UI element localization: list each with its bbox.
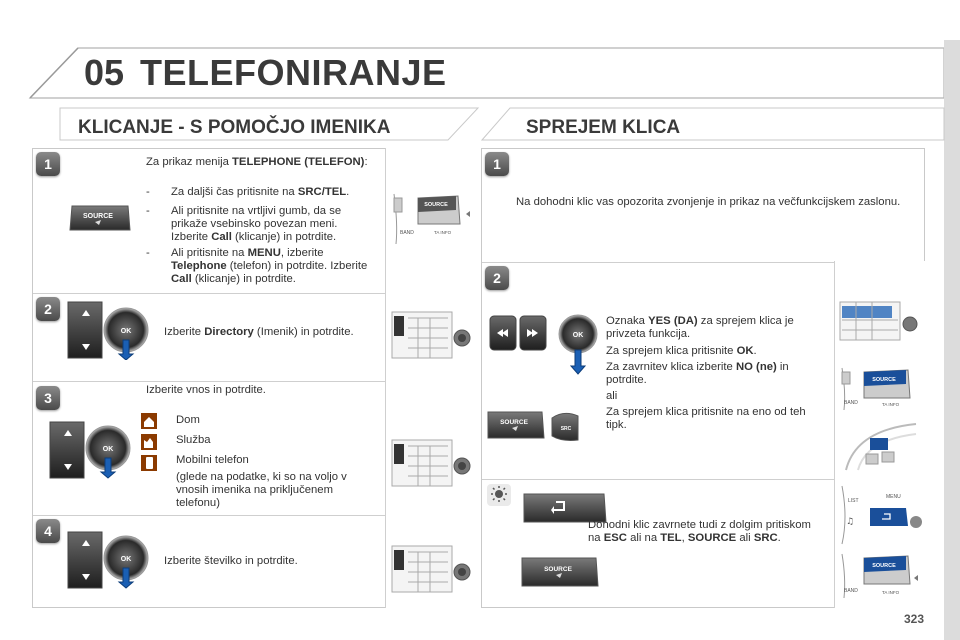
right-step2-p2: Za sprejem klica pritisnite OK. — [606, 345, 757, 357]
step2-text: Izberite Directory (Imenik) in potrdite. — [164, 326, 354, 338]
step-badge: 4 — [36, 519, 60, 543]
tip-bulb-icon — [487, 484, 511, 506]
step1-item3: Ali pritisnite na MENU, izberite Telephone (telefon) in potrdite. Izberite Call (klicanje) in potrdite. — [171, 247, 368, 285]
ok-label: OK — [572, 332, 584, 339]
bullet-dash: - — [146, 247, 150, 259]
list-label: LIST — [848, 498, 859, 504]
source-label: SOURCE — [500, 419, 528, 426]
step1-intro: Za prikaz menija TELEPHONE (TELEFON): — [146, 156, 368, 168]
right-step2-p5: Za sprejem klica pritisnite na eno od teh tipk. — [606, 406, 806, 431]
bullet-dash: - — [146, 205, 150, 217]
ta-info-label: TA INFO — [882, 402, 900, 407]
radio-keypad-thumbnail — [388, 432, 476, 492]
ok-label: OK — [120, 328, 132, 335]
option-mobile: Mobilni telefon — [176, 454, 249, 466]
home-icon — [141, 413, 157, 429]
src-label: SRC — [560, 426, 572, 432]
ok-dial-icon — [66, 300, 150, 360]
radio-source-panel-thumbnail — [836, 552, 924, 602]
step-badge: 2 — [485, 266, 509, 290]
source-button-icon — [520, 556, 600, 590]
source-label: SOURCE — [872, 563, 896, 569]
step-badge: 1 — [36, 152, 60, 176]
seek-buttons-ok-dial-icon — [488, 312, 600, 380]
step1-item1: Za daljši čas pritisnite na SRC/TEL. — [171, 186, 350, 198]
radio-list-menu-thumbnail — [836, 484, 924, 548]
band-label: BAND — [400, 230, 414, 236]
ok-dial-icon — [48, 420, 132, 480]
contact-type-icons — [140, 412, 158, 472]
step-badge: 2 — [36, 297, 60, 321]
ta-info-label: TA INFO — [434, 230, 452, 235]
source-label: SOURCE — [544, 566, 572, 573]
radio-keypad-thumbnail — [836, 296, 924, 346]
step-badge: 1 — [485, 152, 509, 176]
option-work: Služba — [176, 434, 211, 446]
ta-info-label: TA INFO — [882, 590, 900, 595]
right-step3-text: Dohodni klic zavrnete tudi z dolgim pritiskom na ESC ali na TEL, SOURCE ali SRC. — [588, 519, 811, 544]
source-button-icon — [68, 202, 134, 234]
svg-text:♫: ♫ — [846, 517, 855, 527]
step3-intro: Izberite vnos in potrdite. — [146, 384, 266, 396]
radio-keypad-thumbnail — [388, 304, 476, 364]
step1-item2: Ali pritisnite na vrtljivi gumb, da se prikaže vsebinsko povezan meni. Izberite Call (klicanje) in potrdite. — [171, 205, 342, 243]
band-label: BAND — [844, 400, 858, 406]
chapter-title: TELEFONIRANJE — [140, 52, 447, 93]
source-src-buttons-icon — [486, 408, 582, 444]
step-badge: 3 — [36, 386, 60, 410]
ok-label: OK — [102, 446, 114, 453]
ok-label: OK — [120, 556, 132, 563]
right-step2-p3: Za zavrnitev klica izberite NO (ne) in potrdite. — [606, 361, 789, 386]
mobile-phone-icon — [141, 455, 157, 471]
page-number: 323 — [904, 612, 925, 626]
band-label: BAND — [844, 588, 858, 594]
office-icon — [141, 434, 157, 450]
option-note: (glede na podatke, ki so na voljo v vnosih imenika na priključenem telefonu) — [176, 471, 347, 509]
menu-label: MENU — [886, 494, 901, 500]
source-label: SOURCE — [872, 377, 896, 383]
steering-wheel-controls-thumbnail — [836, 420, 924, 476]
ok-dial-icon — [66, 530, 150, 590]
bullet-dash: - — [146, 186, 150, 198]
option-home: Dom — [176, 414, 200, 426]
right-section-title: SPREJEM KLICA — [526, 117, 681, 138]
radio-keypad-thumbnail — [388, 538, 476, 598]
step4-text: Izberite številko in potrdite. — [164, 555, 298, 567]
right-step2-p1: Oznaka YES (DA) za sprejem klica je privzeta funkcija. — [606, 315, 794, 340]
right-step1-text: Na dohodni klic vas opozorita zvonjenje in prikaz na večfunkcijskem zaslonu. — [516, 196, 901, 208]
source-label: SOURCE — [424, 202, 448, 208]
source-label: SOURCE — [83, 213, 113, 220]
radio-source-panel-thumbnail — [388, 184, 476, 250]
left-section-title: KLICANJE - S POMOČJO IMENIKA — [78, 117, 391, 138]
chapter-number: 05 — [84, 52, 125, 93]
right-step2-p4: ali — [606, 390, 618, 402]
radio-source-panel-thumbnail — [836, 362, 924, 412]
